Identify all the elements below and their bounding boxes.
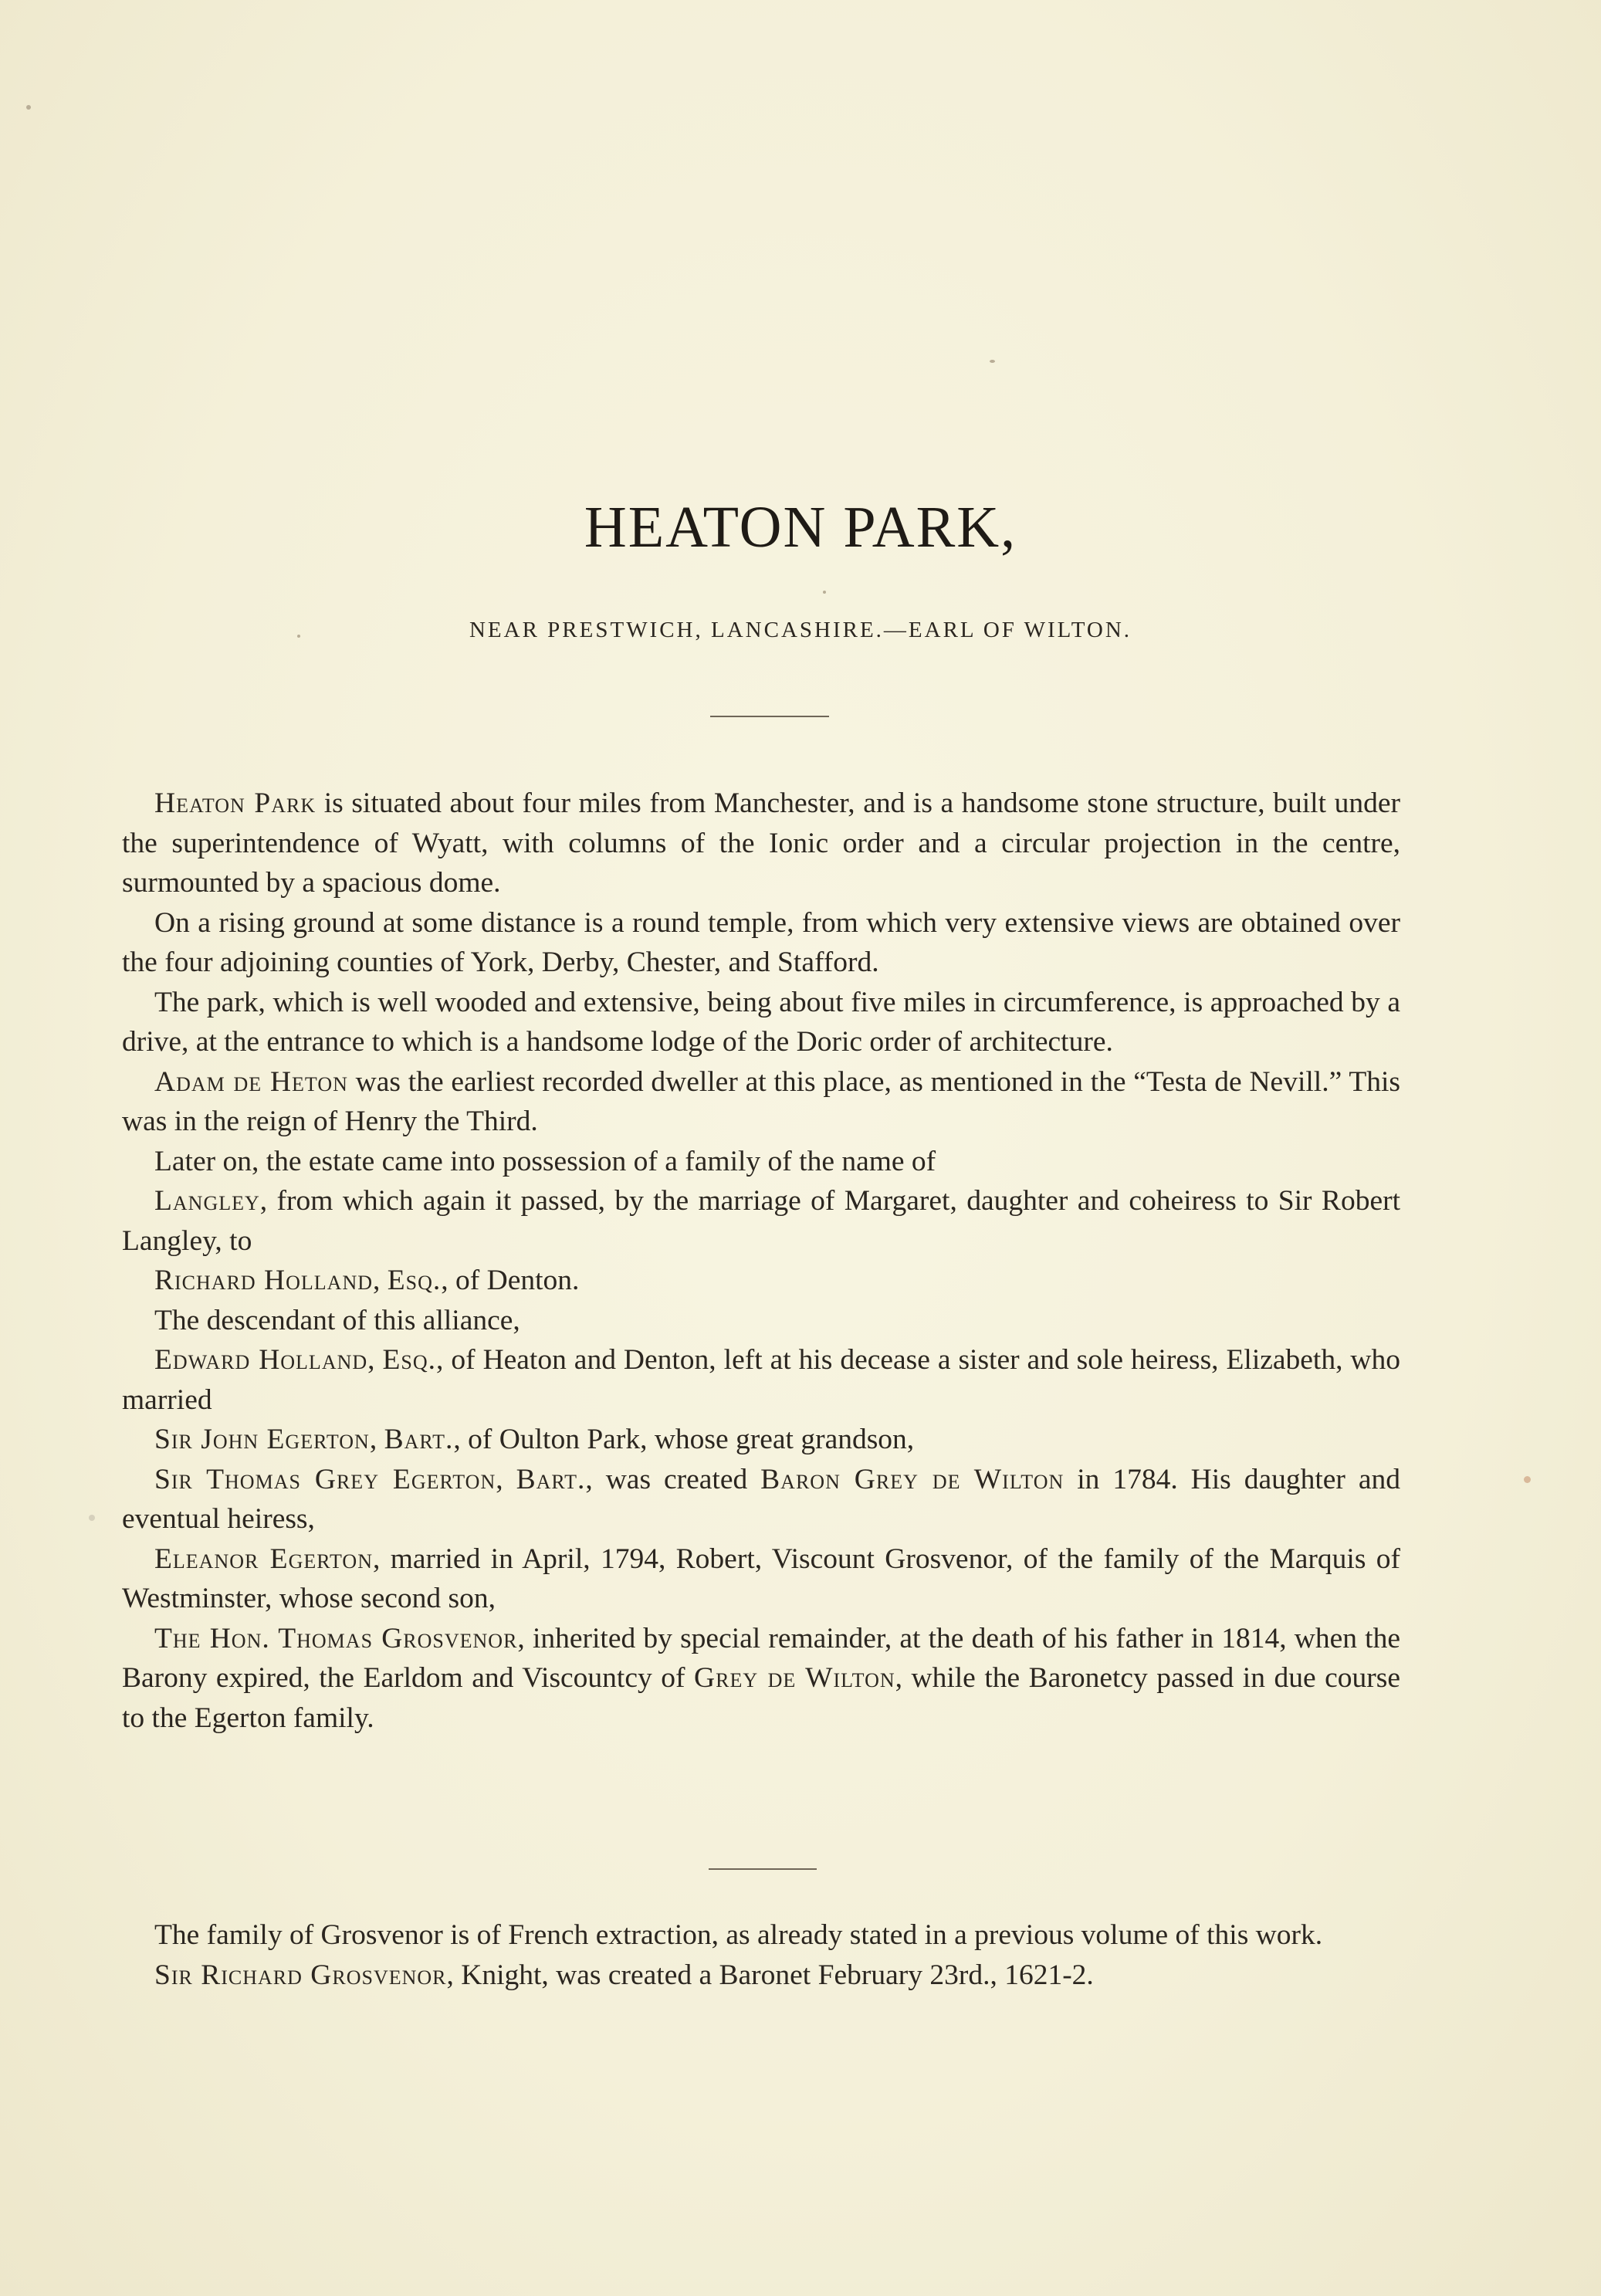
small-caps-name: Richard Holland (154, 1265, 374, 1296)
small-caps-name: Edward Holland (154, 1344, 368, 1376)
paragraph (122, 1062, 1400, 1142)
paragraph: Later on, the estate came into possession of a family of the name of (154, 1145, 936, 1177)
paragraph (122, 1420, 1400, 1460)
small-caps-name: Sir Richard Grosvenor (154, 1959, 447, 1991)
paragraph: The park, which is well wooded and extensive, being about five miles in circumference, is approached by a drive, at the entrance to which is a handsome lodge of the Doric order of architecture. (122, 986, 1400, 1058)
paragraph-text: , inherited by special remainder, at the death of his father in 1814, when the Barony expired, the Earldom and Viscountcy of (122, 1622, 1400, 1694)
page-title: HEATON PARK, (584, 495, 1017, 560)
paragraph-text: , (367, 1344, 383, 1376)
paragraph: The family of Grosvenor is of French extraction, as already stated in a previous volume of this work. (154, 1919, 1323, 1951)
paragraph (122, 1539, 1400, 1619)
secondary-text (122, 1915, 1400, 1995)
small-caps-name: Esq. (387, 1265, 442, 1296)
paragraph-text: is situated about four miles from Manchester, and is a handsome stone structure, built under the superintendence of Wyatt, with columns of the Ionic order and a circular projection in the centre, surmounted by a spacious dome. (122, 787, 1400, 899)
paper-speck (89, 1515, 95, 1521)
paragraph-text: was the earliest recorded dweller at this place, as mentioned in the “Testa de Nevill.” This was in the reign of Henry the Third. (122, 1065, 1400, 1137)
paragraph-text: , Knight, was created a Baronet February 23rd., 1621-2. (446, 1959, 1094, 1991)
small-caps-name: Baron Grey de Wilton (760, 1463, 1065, 1495)
small-caps-name: Sir Thomas Grey Egerton (154, 1463, 496, 1495)
paragraph (122, 1460, 1400, 1539)
small-caps-name: Bart. (516, 1463, 586, 1495)
paragraph-text: , (373, 1265, 388, 1296)
paper-speck (990, 360, 995, 363)
main-text (122, 784, 1400, 1738)
paragraph-text: , (496, 1463, 516, 1495)
paragraph (122, 1181, 1400, 1261)
paragraph (122, 1340, 1400, 1420)
paragraph-text: , of Denton. (441, 1265, 580, 1296)
paragraph (122, 1956, 1400, 1996)
page-subtitle: NEAR PRESTWICH, LANCASHIRE.—EARL OF WILTON. (469, 618, 1132, 642)
section-divider (710, 716, 829, 717)
small-caps-name: Eleanor Egerton (154, 1543, 373, 1575)
section-divider (709, 1868, 817, 1870)
paragraph (122, 1261, 1400, 1301)
paragraph-text: , of Heaton and Denton, left at his decease a sister and sole heiress, Elizabeth, who married (122, 1344, 1401, 1416)
small-caps-name: Adam de Heton (154, 1065, 348, 1098)
paragraph (122, 784, 1400, 903)
paragraph-text: , from which again it passed, by the marriage of Margaret, daughter and coheiress to Sir Robert Langley, to (122, 1185, 1400, 1257)
paper-speck (823, 591, 826, 594)
paper-speck (1524, 1476, 1531, 1483)
small-caps-name: Heaton Park (154, 787, 316, 819)
paragraph-text: , was created (585, 1463, 761, 1495)
small-caps-name: The Hon. Thomas Grosvenor (154, 1622, 518, 1654)
small-caps-name: Grey de Wilton (694, 1662, 895, 1694)
small-caps-name: Esq. (382, 1344, 437, 1376)
paragraph-text: in 1784. His daughter and eventual heiress, (122, 1463, 1400, 1535)
small-caps-name: Bart. (384, 1424, 454, 1455)
paper-speck (26, 105, 31, 110)
paragraph (122, 1619, 1400, 1739)
paragraph: On a rising ground at some distance is a round temple, from which very extensive views are obtained over the four adjoining counties of York, Derby, Chester, and Stafford. (122, 906, 1400, 978)
paragraph-text: , while the Baronetcy passed in due course to the Egerton family. (122, 1662, 1400, 1734)
paragraph-text: , married in April, 1794, Robert, Viscount Grosvenor, of the family of the Marquis of Westminster, whose second son, (122, 1543, 1401, 1614)
paragraph-text: , (369, 1424, 384, 1455)
small-caps-name: Langley (154, 1185, 260, 1217)
paragraph: The descendant of this alliance, (154, 1304, 520, 1336)
small-caps-name: Sir John Egerton (154, 1424, 370, 1455)
paragraph-text: , of Oulton Park, whose great grandson, (453, 1424, 915, 1455)
